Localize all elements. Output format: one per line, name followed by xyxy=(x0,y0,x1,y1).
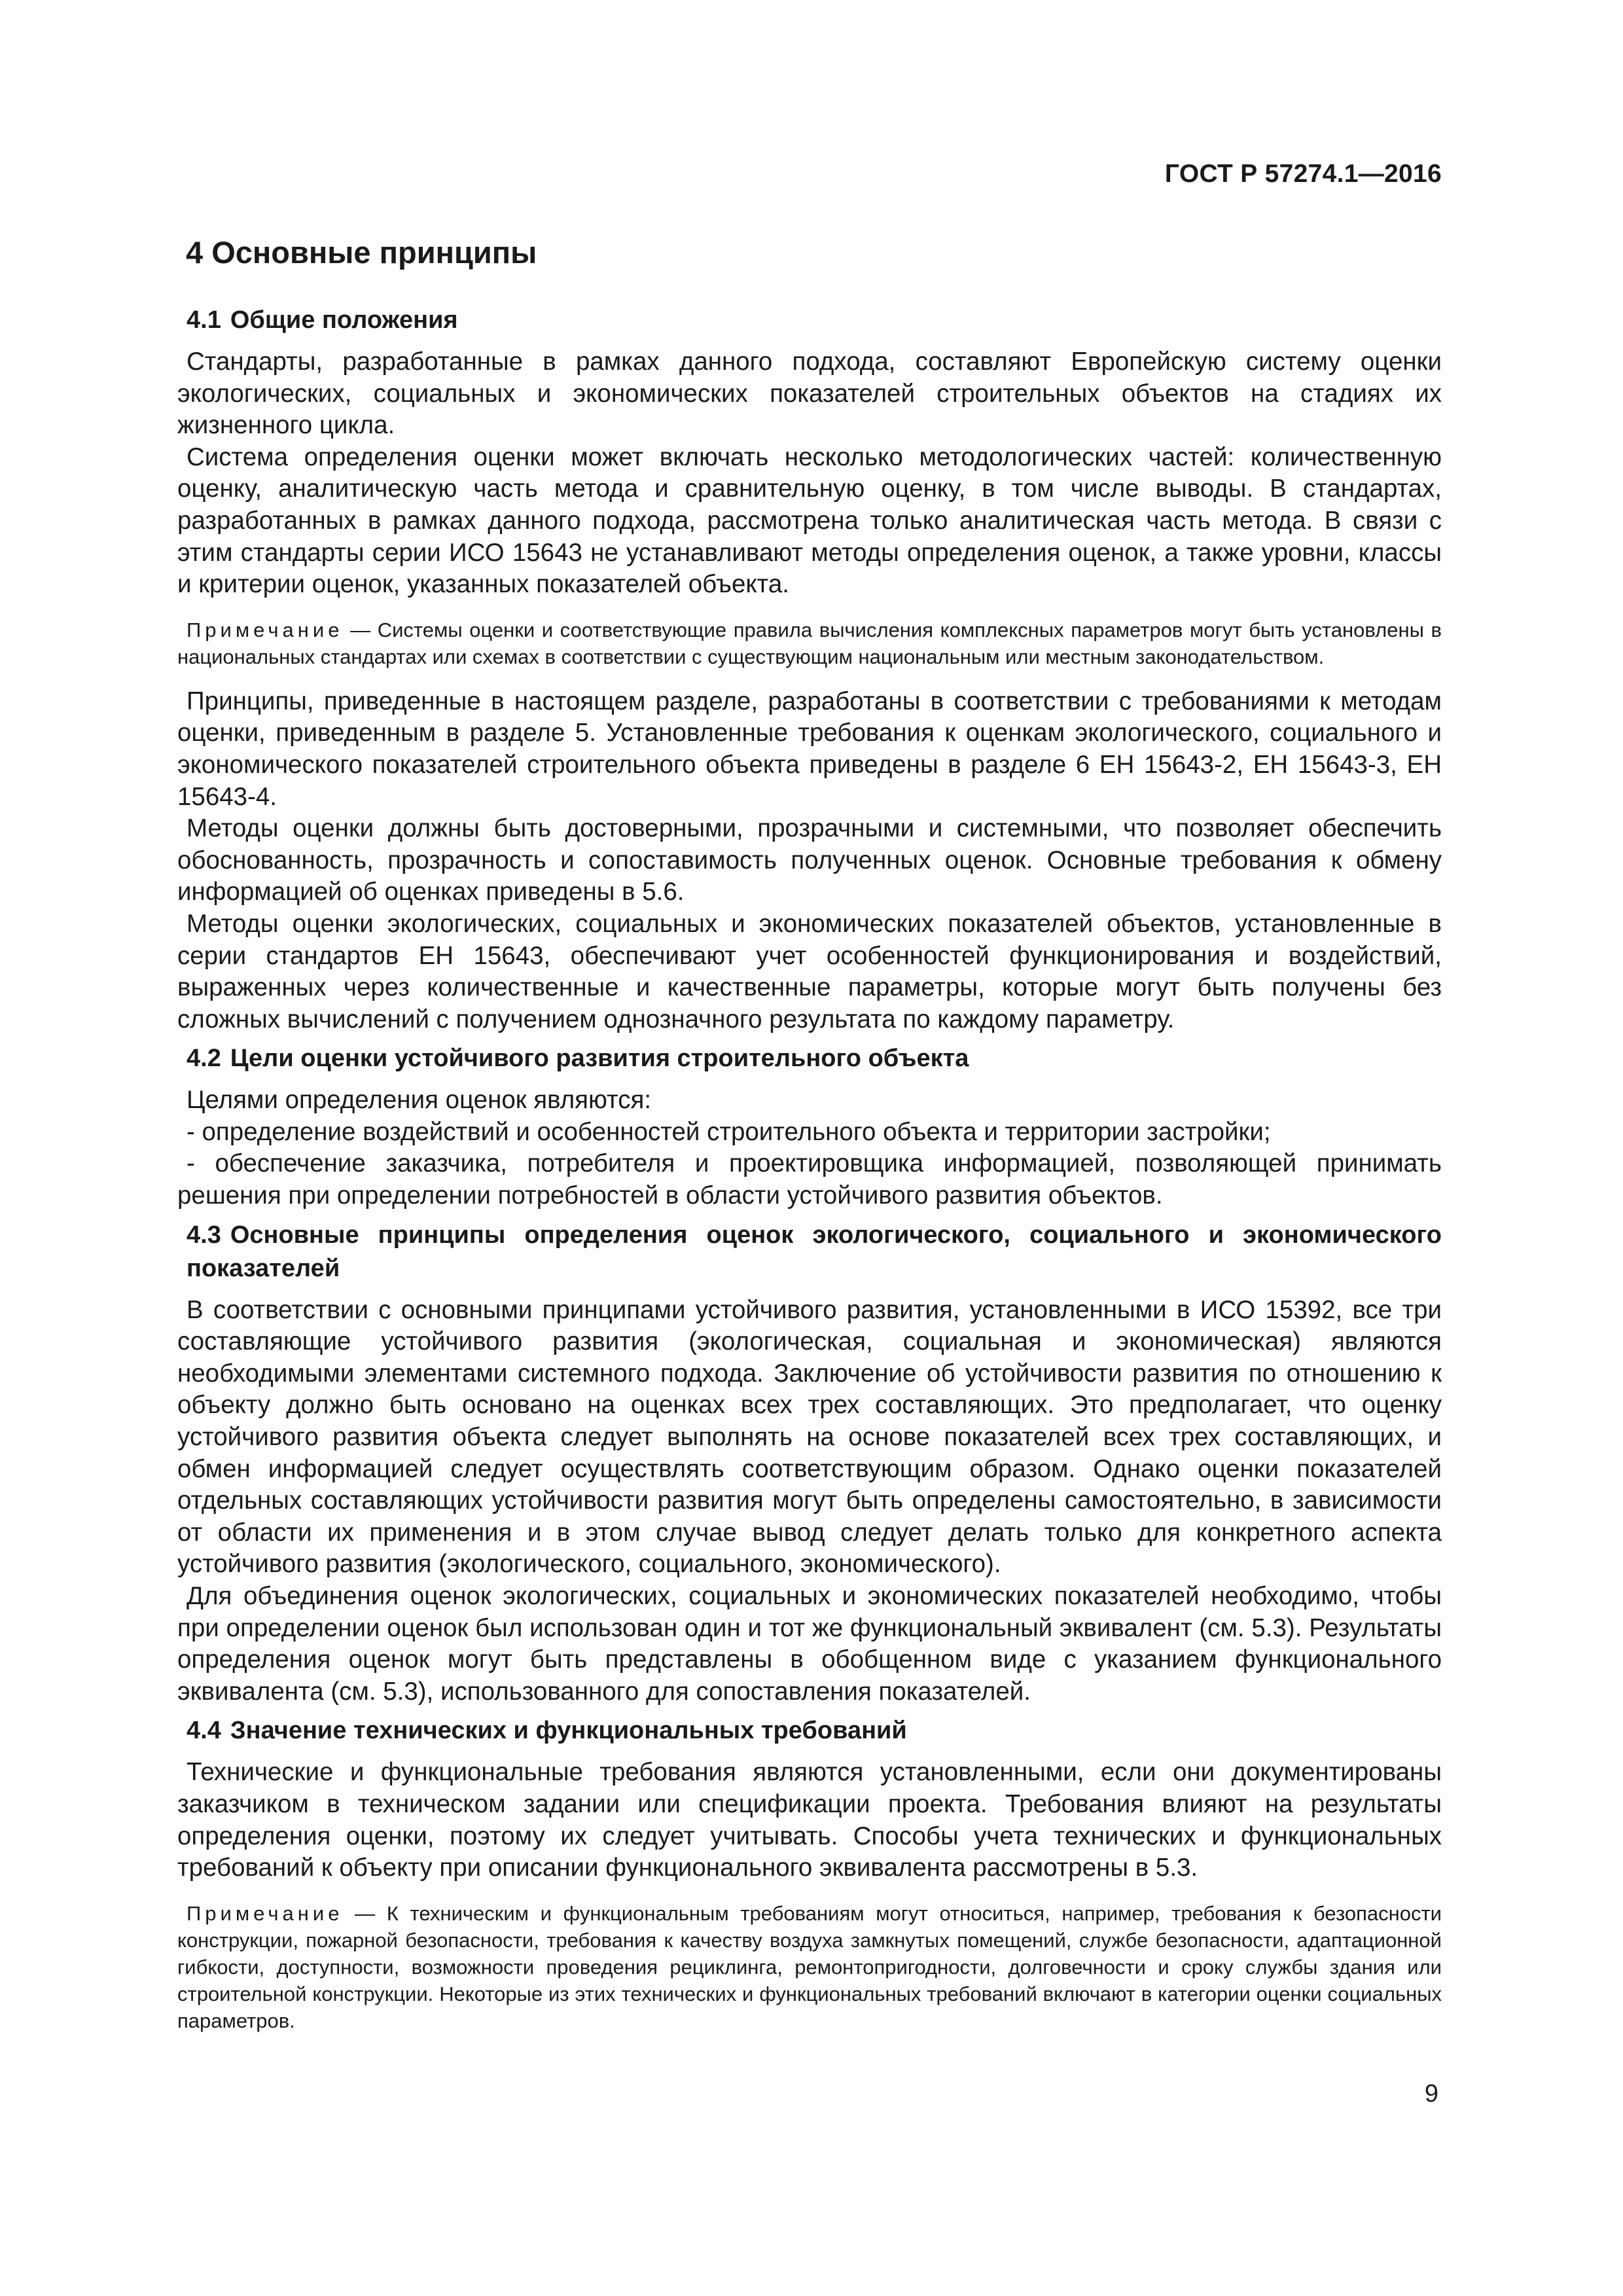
paragraph: Методы оценки должны быть достоверными, прозрачными и системными, что позволяет обеспечить обоснованность, прозрачность и сопоставимость полученных оценок. Основные требования к обмену информацией об оценках приведены в 5.6. xyxy=(177,814,1442,906)
paragraph: Стандарты, разработанные в рамках данного подхода, составляют Европейскую систему оценки экологических, социальных и экономических показателей строительных объектов на стадиях их жизненного цикла. xyxy=(177,348,1442,440)
subsection-title: Общие положения xyxy=(230,306,458,334)
subsection-number: 4.4 xyxy=(187,1717,221,1745)
subsection-heading-4-1 xyxy=(177,304,1442,337)
subsection-number: 4.1 xyxy=(187,306,221,334)
subsection-number: 4.3 xyxy=(187,1221,221,1249)
note-label: Примечание xyxy=(187,618,344,641)
paragraph: Целями определения оценок являются: xyxy=(187,1086,652,1115)
note xyxy=(177,1900,1442,2034)
list-item: - определение воздействий и особенностей строительного объекта и территории застройки; xyxy=(187,1117,1271,1146)
paragraph: В соответствии с основными принципами устойчивого развития, установленными в ИСО 15392, все три составляющие устойчивого развития (экологическая, социальная и экономическая) являются необходимыми элементами системного подхода. Заключение об устойчивости развития по отношению к объекту должно быть основано на оценках всех трех составляющих. Это предполагает, что оценку устойчивого развития объекта следует выполнять на основе показателей всех трех составляющих, и обмен информацией следует осуществлять соответствующим образом. Однако оценки показателей отдельных составляющих устойчивости развития могут быть определены самостоятельно, в зависимости от области их применения и в этом случае вывод следует делать только для конкретного аспекта устойчивого развития (экологического, социального, экономического). xyxy=(177,1295,1442,1579)
subsection-title: Значение технических и функциональных требований xyxy=(230,1717,907,1745)
document-code: ГОСТ Р 57274.1—2016 xyxy=(1164,160,1442,188)
note xyxy=(177,617,1442,670)
note-label: Примечание xyxy=(187,1901,344,1925)
subsection-heading-4-3 xyxy=(177,1219,1442,1285)
paragraph: Система определения оценки может включать несколько методологических частей: количественную оценку, аналитическую часть метода и сравнительную оценку, в том числе выводы. В стандартах, разработанных в рамках данного подхода, рассмотрена только аналитическая часть метода. В связи с этим стандарты серии ИСО 15643 не устанавливают методы определения оценок, а также уровни, классы и критерии оценок, указанных показателей объекта. xyxy=(177,442,1442,599)
subsection-title: Цели оценки устойчивого развития строительного объекта xyxy=(230,1045,969,1073)
subsection-heading-4-2 xyxy=(177,1042,1442,1075)
document-body xyxy=(177,304,1442,2050)
page-number: 9 xyxy=(1424,2080,1438,2108)
paragraph: Технические и функциональные требования являются установленными, если они документированы заказчиком в техническом задании или спецификации проекта. Требования влияют на результаты определения оценки, поэтому их следует учитывать. Способы учета технических и функциональных требований к объекту при описании функционального эквивалента рассмотрены в 5.3. xyxy=(177,1758,1442,1882)
section-title: 4 Основные принципы xyxy=(186,235,537,270)
subsection-number: 4.2 xyxy=(187,1045,221,1073)
paragraph: Для объединения оценок экологических, социальных и экономических показателей необходимо, чтобы при определении оценок был использован один и тот же функциональный эквивалент (см. 5.3). Результаты определения оценок могут быть представлены в обобщенном виде с указанием функционального эквивалента (см. 5.3), использованного для сопоставления показателей. xyxy=(177,1582,1442,1706)
list-item: - обеспечение заказчика, потребителя и проектировщика информацией, позволяющей принимать решения при определении потребностей в области устойчивого развития объектов. xyxy=(177,1149,1442,1210)
note-text: — Системы оценки и соответствующие правила вычисления комплексных параметров могут быть установлены в национальных стандартах или схемах в соответствии с существующим национальным или местным законодательством. xyxy=(177,618,1442,668)
subsection-heading-4-4 xyxy=(177,1714,1442,1748)
subsection-title: Основные принципы определения оценок экологического, социального и экономического показателей xyxy=(187,1221,1442,1282)
paragraph: Принципы, приведенные в настоящем разделе, разработаны в соответствии с требованиями к методам оценки, приведенным в разделе 5. Установленные требования к оценкам экологического, социального и экономического показателей строительного объекта приведены в разделе 6 ЕН 15643-2, ЕН 15643-3, ЕН 15643-4. xyxy=(177,687,1442,811)
note-text: — К техническим и функциональным требованиям могут относиться, например, требования к безопасности конструкции, пожарной безопасности, требования к качеству воздуха замкнутых помещений, службе безопасности, адаптационной гибкости, доступности, возможности проведения рециклинга, ремонтопригодности, долговечности и сроку службы здания или строительной конструкции. Некоторые из этих технических и функциональных требований включают в категории оценки социальных параметров. xyxy=(177,1901,1442,2032)
paragraph: Методы оценки экологических, социальных и экономических показателей объектов, установленные в серии стандартов ЕН 15643, обеспечивают учет особенностей функционирования и воздействий, выраженных через количественные и качественные параметры, которые могут быть получены без сложных вычислений с получением однозначного результата по каждому параметру. xyxy=(177,909,1442,1033)
